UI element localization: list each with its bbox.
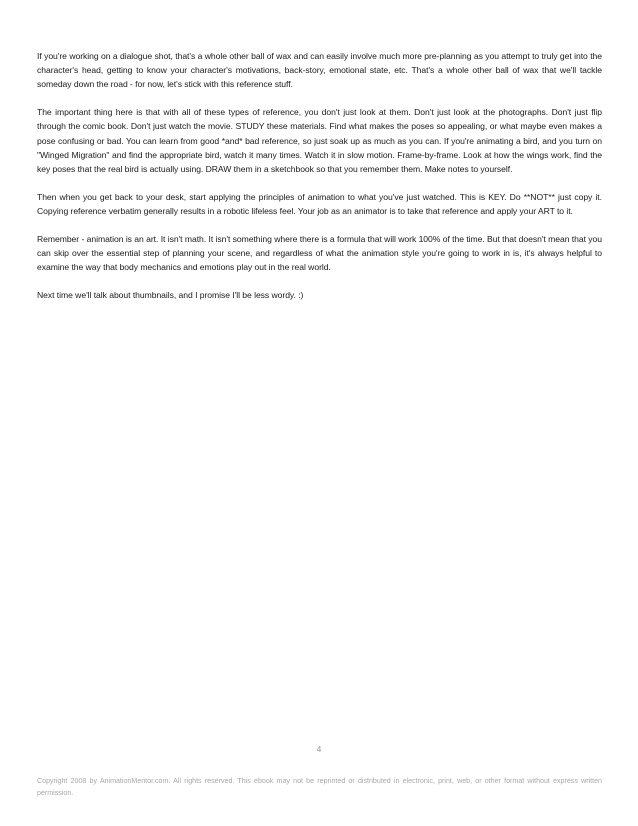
paragraph-animation-is-art: Remember - animation is an art. It isn't math. It isn't something where there is a formula that will work 100% of the time. But that doesn't mean that you can skip over the essential step of planning your scene, and regardless of what the animation style you're going to work in is, it's always helpful to examine the way that body mechanics and emotions play out in the real world.	[37, 233, 602, 272]
paragraph-study-reference: The important thing here is that with all of these types of reference, you don't just look at them. Don't just look at the photographs. Don't just flip through the comic book. Don't just watch the movie. STUDY these materials. Find what makes the poses so appealing, or what maybe even makes a pose confusing or bad. You can learn from good *and* bad reference, so just soak up as much as you can. If you're animating a bird, and you turn on "Winged Migration" and find the appropriate bird, watch it many times. Watch it in slow motion. Frame-by-frame. Look at how the wings work, find the key poses that the real bird is actually using. DRAW them in a sketchbook so that you remember them. Make notes to yourself.	[37, 107, 602, 174]
copyright-notice: Copyright 2008 by AnimationMentor.com. All rights reserved. This ebook may not be reprinted or distributed in electronic, print, web, or other format without express written permission.	[37, 777, 602, 797]
paragraph-apply-principles: Then when you get back to your desk, start applying the principles of animation to what you've just watched. This is KEY. Do **NOT** just copy it. Copying reference verbatim generally results in a robotic lifeless feel. Your job as an animator is to take that reference and apply your ART to it.	[37, 191, 602, 216]
body-text	[37, 49, 602, 315]
paragraph-next-time: Next time we'll talk about thumbnails, and I promise I'll be less wordy. :)	[37, 289, 304, 300]
paragraph-dialogue-shot: If you're working on a dialogue shot, that's a whole other ball of wax and can easily involve much more pre-planning as you attempt to truly get into the character's head, getting to know your character's motivations, back-story, emotional state, etc. That's a whole other ball of wax that we'll tackle someday down the road - for now, let's stick with this reference stuff.	[37, 51, 602, 90]
page-number: 4	[316, 744, 322, 754]
